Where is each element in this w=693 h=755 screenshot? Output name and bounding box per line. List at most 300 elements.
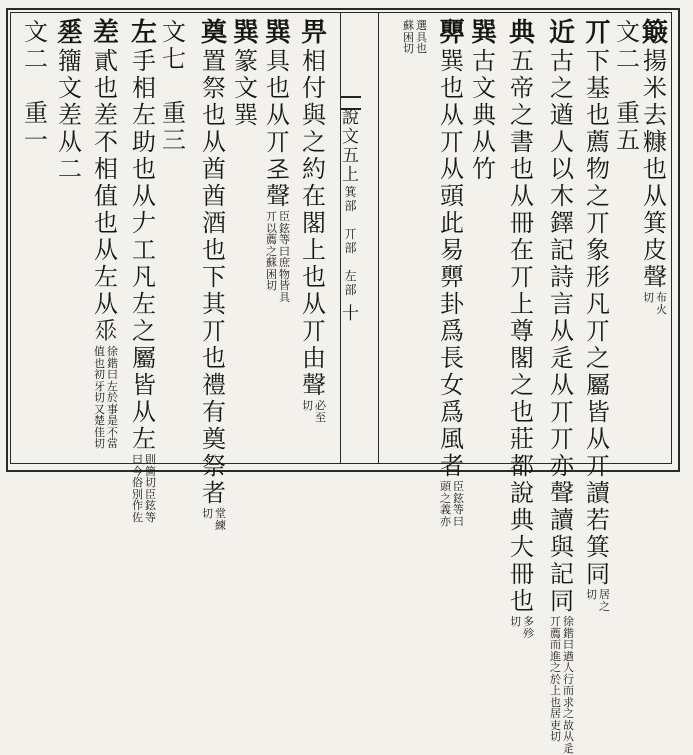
- glyph: 丌: [266, 128, 290, 156]
- glyph: 女: [440, 371, 464, 399]
- glyph: 其: [202, 290, 226, 318]
- glyph: 必: [315, 399, 326, 412]
- glyph: 同: [550, 587, 574, 615]
- glyph: 也: [510, 155, 534, 183]
- glyph: [349, 214, 353, 226]
- glyph: 若: [586, 506, 610, 534]
- glyph: 之: [132, 317, 156, 345]
- glyph: 形: [586, 263, 610, 291]
- glyph: 也: [586, 101, 610, 129]
- glyph: 揚: [643, 47, 667, 75]
- glyph: 也: [440, 74, 464, 102]
- glyph: 鉉: [145, 499, 156, 513]
- glyph: 皮: [643, 236, 667, 264]
- glyph: 之: [563, 707, 574, 721]
- text-column: [614, 20, 642, 155]
- annotation-block: [266, 211, 290, 303]
- glyph: 巽: [470, 18, 497, 48]
- glyph: 則: [145, 453, 156, 466]
- glyph: 从: [550, 317, 574, 345]
- glyph: 是: [107, 414, 118, 428]
- column-rule: [340, 12, 341, 464]
- glyph: 丌: [550, 398, 574, 426]
- glyph: [22, 74, 50, 98]
- glyph: 祭: [202, 452, 226, 480]
- glyph: 初: [94, 368, 105, 382]
- glyph: 值: [94, 182, 118, 210]
- glyph: 一: [24, 126, 48, 154]
- glyph: 言: [550, 290, 574, 318]
- glyph: 从: [472, 128, 496, 156]
- glyph: 也: [202, 236, 226, 264]
- glyph: 今: [132, 464, 143, 478]
- glyph: 卦: [440, 290, 464, 318]
- glyph: 布: [656, 291, 667, 304]
- glyph: 亦: [550, 452, 574, 480]
- glyph: 又: [94, 402, 105, 416]
- glyph: 有: [202, 398, 226, 426]
- glyph: 切: [550, 730, 561, 744]
- annotation-block: [202, 508, 226, 531]
- glyph: 書: [510, 128, 534, 156]
- glyph: 𠂹: [94, 317, 118, 345]
- glyph: 閣: [302, 209, 326, 237]
- glyph: 不: [107, 425, 118, 439]
- text-column: [470, 20, 498, 184]
- text-column: [232, 20, 260, 130]
- glyph: [614, 74, 642, 98]
- glyph: 巽: [232, 18, 259, 48]
- glyph: 典: [510, 506, 534, 534]
- glyph: 相: [302, 47, 326, 75]
- glyph: 徐: [107, 345, 118, 358]
- glyph: 聲: [550, 479, 574, 507]
- glyph: 木: [550, 182, 574, 210]
- glyph: 重: [24, 99, 48, 127]
- glyph: 文: [162, 18, 186, 46]
- glyph: 選: [416, 19, 427, 32]
- glyph: 从: [132, 182, 156, 210]
- glyph: 近: [548, 18, 575, 48]
- glyph: 丌: [550, 615, 561, 628]
- glyph: 值: [94, 345, 105, 358]
- glyph: 籒: [58, 47, 82, 75]
- glyph: 从: [550, 371, 574, 399]
- glyph: 詩: [550, 263, 574, 291]
- glyph: 當: [107, 437, 118, 451]
- glyph: 从: [563, 730, 574, 744]
- glyph: 左: [132, 101, 156, 129]
- glyph: 簸: [641, 18, 668, 48]
- glyph: 冊: [510, 209, 534, 237]
- glyph: 辵: [563, 742, 574, 755]
- glyph: 丌: [344, 227, 357, 241]
- glyph: 義: [440, 503, 451, 517]
- glyph: 亦: [440, 514, 451, 528]
- glyph: 在: [302, 182, 326, 210]
- glyph: 畀: [300, 18, 327, 48]
- glyph: 从: [440, 101, 464, 129]
- glyph: 相: [132, 74, 156, 102]
- glyph: 物: [279, 267, 290, 281]
- glyph: 讀: [586, 479, 610, 507]
- text-column: [584, 20, 612, 612]
- glyph: 具: [279, 290, 290, 304]
- annotation-block: [440, 481, 464, 527]
- annotation-block: [132, 454, 156, 523]
- glyph: 之: [550, 661, 561, 675]
- glyph: 从: [202, 128, 226, 156]
- glyph: 丌: [586, 209, 610, 237]
- glyph: 也: [302, 263, 326, 291]
- glyph: 也: [94, 209, 118, 237]
- glyph: 差: [94, 101, 118, 129]
- glyph: 左: [94, 263, 118, 291]
- glyph: 之: [599, 599, 610, 613]
- glyph: 手: [132, 47, 156, 75]
- glyph: 也: [416, 42, 427, 56]
- glyph: 記: [550, 560, 574, 588]
- glyph: 从: [94, 236, 118, 264]
- glyph: 曰: [279, 244, 290, 258]
- glyph: 殄: [523, 626, 534, 640]
- glyph: 薦: [550, 626, 561, 640]
- glyph: 左: [107, 379, 118, 393]
- glyph: 之: [302, 128, 326, 156]
- glyph: 丌: [586, 317, 610, 345]
- glyph: 差: [92, 18, 119, 48]
- glyph: 鍇: [107, 356, 118, 370]
- glyph: 約: [302, 155, 326, 183]
- glyph: 重: [162, 99, 186, 127]
- annotation-block: [586, 589, 610, 612]
- glyph: 皆: [279, 279, 290, 293]
- glyph: 事: [107, 402, 118, 416]
- center-band: [342, 110, 359, 325]
- glyph: 禮: [202, 371, 226, 399]
- glyph: 付: [302, 74, 326, 102]
- glyph: 五: [616, 126, 640, 154]
- glyph: 丌: [440, 128, 464, 156]
- glyph: 也: [550, 695, 561, 709]
- glyph: 象: [586, 236, 610, 264]
- glyph: 从: [440, 155, 464, 183]
- glyph: 左: [132, 425, 156, 453]
- glyph: 徐: [563, 615, 574, 628]
- glyph: 薦: [586, 128, 610, 156]
- glyph: 五: [510, 47, 534, 75]
- glyph: 从: [266, 101, 290, 129]
- text-column: [548, 20, 576, 755]
- glyph: 楚: [94, 414, 105, 428]
- annotation-block: [302, 400, 326, 423]
- glyph: 者: [440, 452, 464, 480]
- glyph: 以: [550, 155, 574, 183]
- glyph: 居: [550, 707, 561, 721]
- glyph: 頭: [440, 182, 464, 210]
- glyph: 聲: [643, 263, 667, 291]
- glyph: 七: [162, 45, 186, 73]
- annotation-block: [403, 20, 427, 55]
- glyph: 米: [643, 74, 667, 102]
- glyph: 爲: [440, 317, 464, 345]
- glyph: [160, 74, 188, 98]
- glyph: 二: [58, 155, 82, 183]
- glyph: 遒: [563, 649, 574, 663]
- glyph: 人: [563, 661, 574, 675]
- glyph: 與: [550, 533, 574, 561]
- glyph: 者: [202, 479, 226, 507]
- glyph: 顨: [438, 18, 465, 48]
- glyph: 困: [266, 267, 277, 281]
- text-column: [300, 20, 328, 423]
- glyph: 酋: [202, 155, 226, 183]
- glyph: 臣: [453, 480, 464, 493]
- glyph: 行: [563, 672, 574, 686]
- annotation-block: [94, 346, 118, 450]
- glyph: 工: [132, 236, 156, 264]
- glyph: 二: [616, 45, 640, 73]
- glyph: 屬: [132, 344, 156, 372]
- glyph: 也: [94, 356, 105, 370]
- glyph: 文: [616, 18, 640, 46]
- glyph: 箕: [586, 533, 610, 561]
- text-column: [200, 20, 228, 531]
- glyph: 巽: [234, 101, 258, 129]
- glyph: 遒: [550, 101, 574, 129]
- glyph: 也: [132, 155, 156, 183]
- glyph: 也: [643, 155, 667, 183]
- glyph: 臣: [145, 487, 156, 501]
- glyph: 切: [302, 399, 313, 412]
- glyph: 閣: [510, 344, 534, 372]
- glyph: 說: [342, 108, 359, 128]
- glyph: 帝: [510, 74, 534, 102]
- glyph: 皆: [132, 371, 156, 399]
- glyph: 薦: [266, 233, 277, 247]
- glyph: 从: [94, 290, 118, 318]
- glyph: 巽: [440, 47, 464, 75]
- glyph: 聲: [302, 371, 326, 399]
- glyph: 奠: [200, 18, 227, 48]
- text-column: [160, 20, 188, 155]
- annotation-block: [550, 616, 574, 755]
- center-title: [342, 110, 359, 325]
- glyph: 在: [510, 236, 534, 264]
- glyph: 佳: [94, 425, 105, 439]
- glyph: 物: [586, 155, 610, 183]
- glyph: 屬: [586, 371, 610, 399]
- glyph: 居: [599, 588, 610, 601]
- glyph: 由: [302, 344, 326, 372]
- glyph: 鍇: [563, 626, 574, 640]
- glyph: 等: [145, 510, 156, 524]
- glyph: 箇: [145, 464, 156, 478]
- glyph: 別: [132, 487, 143, 501]
- glyph: 求: [563, 695, 574, 709]
- glyph: 文: [342, 127, 359, 147]
- glyph: 辵: [550, 344, 574, 372]
- glyph: 等: [279, 233, 290, 247]
- glyph: 長: [440, 344, 464, 372]
- glyph: 鉉: [453, 491, 464, 505]
- glyph: 奠: [202, 425, 226, 453]
- glyph: 二: [24, 45, 48, 73]
- glyph: 切: [510, 615, 521, 628]
- glyph: 曰: [453, 514, 464, 528]
- glyph: 典: [508, 18, 535, 48]
- glyph: 吏: [550, 718, 561, 732]
- glyph: 也: [94, 74, 118, 102]
- glyph: 𢀩: [56, 18, 83, 48]
- glyph: 巽: [264, 18, 291, 48]
- glyph: 鐸: [550, 209, 574, 237]
- glyph: 佐: [132, 510, 143, 524]
- glyph: 都: [510, 452, 534, 480]
- text-column: [130, 20, 158, 523]
- glyph: 同: [586, 560, 610, 588]
- glyph: 曰: [563, 638, 574, 652]
- annotation-block: [510, 616, 534, 639]
- glyph: 竹: [472, 155, 496, 183]
- glyph: [349, 256, 353, 268]
- glyph: 多: [523, 615, 534, 628]
- glyph: 部: [344, 199, 357, 213]
- text-column: [403, 20, 427, 55]
- glyph: 冊: [510, 560, 534, 588]
- text-column: [508, 20, 536, 639]
- column-rule: [378, 12, 379, 464]
- glyph: 讀: [550, 506, 574, 534]
- glyph: 祭: [202, 74, 226, 102]
- glyph: 上: [302, 236, 326, 264]
- glyph: 箕: [344, 185, 357, 199]
- glyph: 具: [266, 47, 290, 75]
- glyph: 作: [132, 499, 143, 513]
- glyph: 酋: [202, 182, 226, 210]
- glyph: 易: [440, 236, 464, 264]
- glyph: 上: [342, 165, 359, 185]
- glyph: 之: [266, 244, 277, 258]
- glyph: 切: [202, 507, 213, 520]
- glyph: 故: [563, 718, 574, 732]
- glyph: 左: [132, 290, 156, 318]
- glyph: 切: [94, 391, 105, 405]
- glyph: 上: [510, 290, 534, 318]
- glyph: 丌: [584, 18, 611, 48]
- glyph: 部: [344, 283, 357, 297]
- glyph: 困: [403, 30, 414, 44]
- glyph: 之: [586, 344, 610, 372]
- glyph: 不: [94, 128, 118, 156]
- glyph: 也: [510, 587, 534, 615]
- glyph: 顨: [440, 263, 464, 291]
- glyph: 牙: [94, 379, 105, 393]
- glyph: 切: [94, 437, 105, 451]
- glyph: 聲: [266, 182, 290, 210]
- glyph: 練: [215, 518, 226, 532]
- glyph: 風: [440, 425, 464, 453]
- glyph: 與: [302, 101, 326, 129]
- glyph: 差: [58, 101, 82, 129]
- glyph: 下: [202, 263, 226, 291]
- glyph: 左: [344, 269, 357, 283]
- glyph: 基: [586, 74, 610, 102]
- text-column: [92, 20, 120, 450]
- glyph: 切: [145, 476, 156, 490]
- glyph: 三: [162, 126, 186, 154]
- glyph: 而: [550, 638, 561, 652]
- glyph: 篆: [234, 47, 258, 75]
- glyph: 至: [315, 410, 326, 424]
- glyph: 大: [510, 533, 534, 561]
- glyph: 文: [472, 74, 496, 102]
- glyph: 切: [586, 588, 597, 601]
- glyph: 酒: [202, 209, 226, 237]
- glyph: 部: [344, 241, 357, 255]
- glyph: 臣: [279, 210, 290, 223]
- glyph: 曰: [107, 368, 118, 382]
- glyph: 从: [58, 128, 82, 156]
- glyph: 丌: [302, 317, 326, 345]
- glyph: 人: [550, 128, 574, 156]
- glyph: 切: [403, 42, 414, 56]
- glyph: 貳: [94, 47, 118, 75]
- text-column: [264, 20, 292, 303]
- glyph: 俗: [132, 476, 143, 490]
- glyph: 典: [472, 101, 496, 129]
- glyph: 爲: [440, 398, 464, 426]
- glyph: 从: [643, 182, 667, 210]
- glyph: 凡: [132, 263, 156, 291]
- glyph: 五: [342, 146, 359, 166]
- glyph: 上: [550, 684, 561, 698]
- glyph: 記: [550, 236, 574, 264]
- glyph: 从: [132, 398, 156, 426]
- glyph: 从: [302, 290, 326, 318]
- glyph: 箕: [643, 209, 667, 237]
- glyph: 左: [130, 18, 157, 48]
- glyph: 也: [510, 398, 534, 426]
- glyph: 𠂇: [132, 209, 156, 237]
- glyph: 切: [266, 279, 277, 293]
- glyph: 文: [234, 74, 258, 102]
- glyph: 也: [266, 74, 290, 102]
- glyph: 蘇: [403, 19, 414, 32]
- glyph: 之: [440, 491, 451, 505]
- glyph: 蘇: [266, 256, 277, 270]
- glyph: 从: [510, 182, 534, 210]
- text-column: [22, 20, 50, 155]
- glyph: 丌: [202, 317, 226, 345]
- glyph: 丌: [510, 263, 534, 291]
- glyph: 鉉: [279, 221, 290, 235]
- annotation-block: [643, 292, 667, 315]
- glyph: 之: [510, 371, 534, 399]
- glyph: 於: [107, 391, 118, 405]
- glyph: 於: [550, 672, 561, 686]
- glyph: 而: [563, 684, 574, 698]
- glyph: 下: [586, 47, 610, 75]
- glyph: 丌: [266, 210, 277, 223]
- text-column: [438, 20, 466, 527]
- glyph: 古: [550, 47, 574, 75]
- glyph: 堂: [215, 507, 226, 520]
- glyph: 糠: [643, 128, 667, 156]
- glyph: 去: [643, 101, 667, 129]
- glyph: 丌: [586, 452, 610, 480]
- glyph: 進: [550, 649, 561, 663]
